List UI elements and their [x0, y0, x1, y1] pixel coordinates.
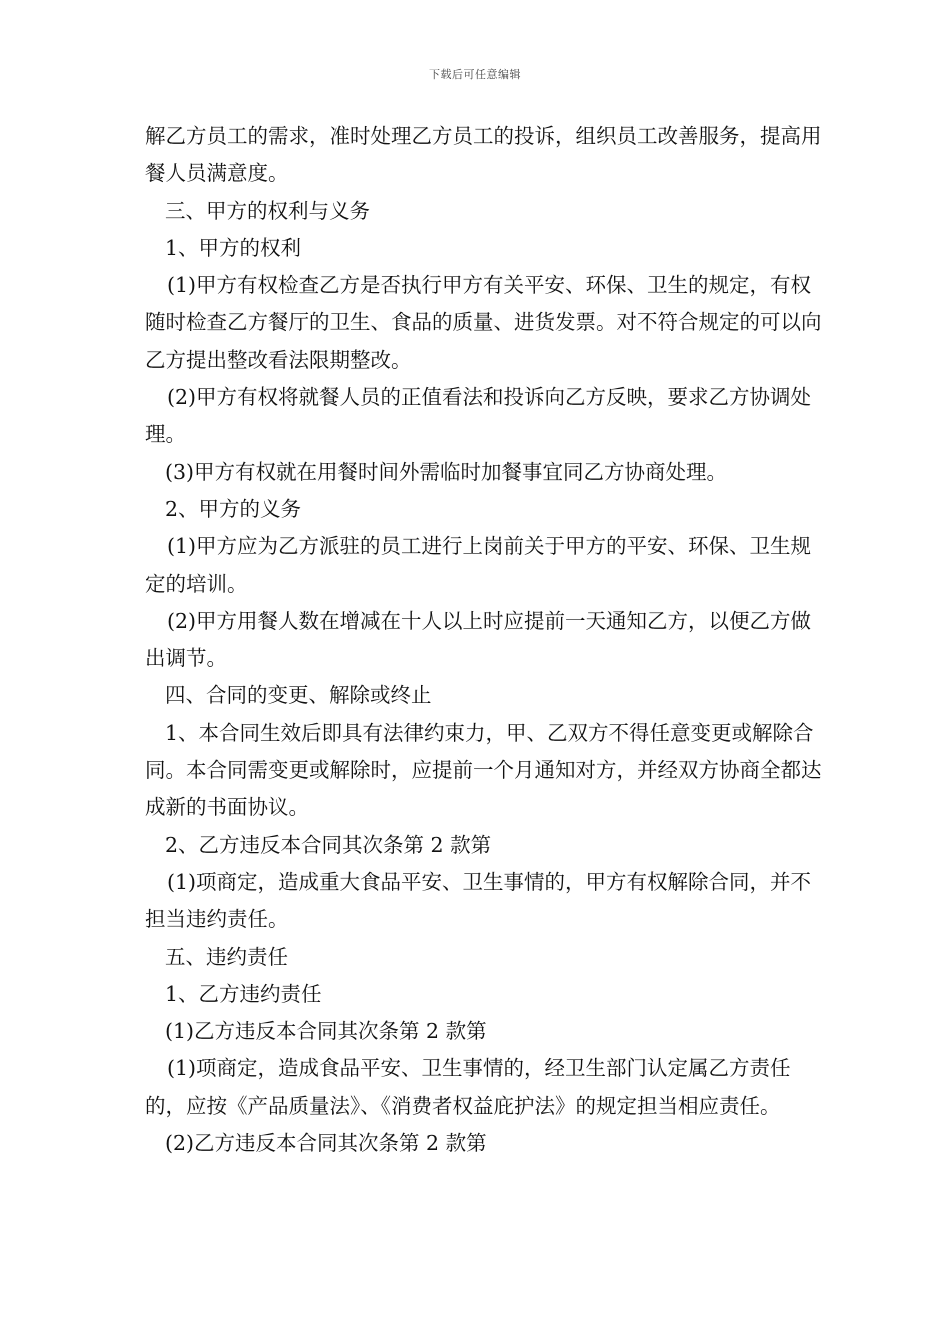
paragraph: 解乙方员工的需求，准时处理乙方员工的投诉，组织员工改善服务，提高用餐人员满意度。: [145, 124, 822, 186]
paragraph: (1)项商定，造成食品平安、卫生事情的，经卫生部门认定属乙方责任的，应按《产品质量法》、《消费者权益庇护法》的规定担当相应责任。: [145, 1056, 791, 1118]
subsection-heading: 2、甲方的义务: [165, 496, 302, 521]
page-header: 下载后可任意编辑: [429, 68, 521, 81]
paragraph: (3)甲方有权就在用餐时间外需临时加餐事宜同乙方协商处理。: [165, 459, 728, 484]
document-body: [145, 118, 825, 1162]
paragraph: (1)甲方应为乙方派驻的员工进行上岗前关于甲方的平安、环保、卫生规定的培训。: [145, 534, 812, 596]
paragraph: (2)乙方违反本合同其次条第 2 款第: [165, 1131, 487, 1156]
subsection-heading: 1、乙方违约责任: [165, 981, 322, 1006]
subsection-heading: 1、甲方的权利: [165, 235, 302, 260]
paragraph: (1)项商定，造成重大食品平安、卫生事情的，甲方有权解除合同，并不担当违约责任。: [145, 869, 812, 932]
paragraph: 2、乙方违反本合同其次条第 2 款第: [165, 832, 492, 857]
section-heading: 五、违约责任: [165, 944, 288, 969]
paragraph: (2)甲方有权将就餐人员的正值看法和投诉向乙方反映，要求乙方协调处理。: [145, 385, 812, 447]
paragraph: (2)甲方用餐人数在增减在十人以上时应提前一天通知乙方，以便乙方做出调节。: [145, 608, 812, 671]
paragraph: (1)乙方违反本合同其次条第 2 款第: [165, 1019, 487, 1044]
paragraph: 1、本合同生效后即具有法律约束力，甲、乙双方不得任意变更或解除合同。本合同需变更或解除时，应提前一个月通知对方，并经双方协商全都达成新的书面协议。: [145, 720, 822, 820]
paragraph: (1)甲方有权检查乙方是否执行甲方有关平安、环保、卫生的规定，有权随时检查乙方餐厅的卫生、食品的质量、进货发票。对不符合规定的可以向乙方提出整改看法限期整改。: [145, 273, 822, 372]
section-heading: 四、合同的变更、解除或终止: [165, 683, 432, 708]
section-heading: 三、甲方的权利与义务: [165, 198, 370, 223]
